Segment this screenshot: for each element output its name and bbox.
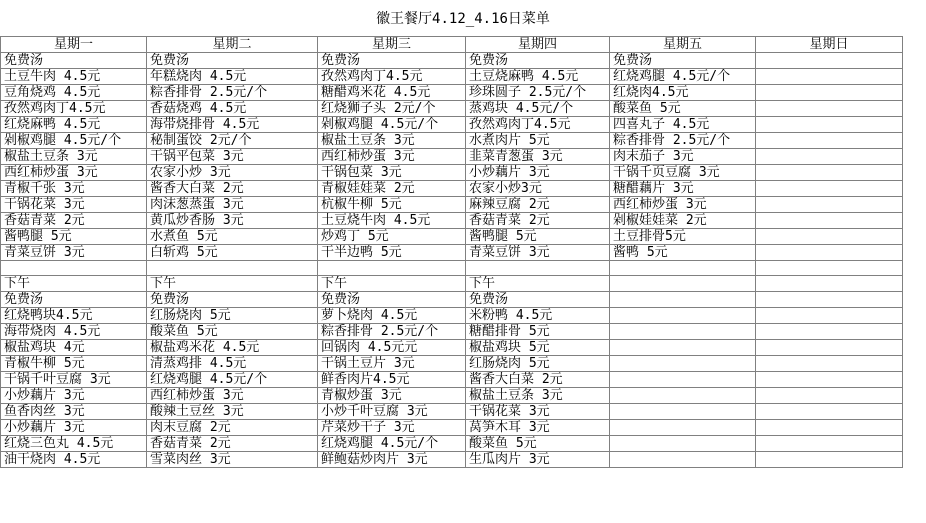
morning-row	[1, 197, 903, 213]
morning-cell-friday: 糖醋藕片 3元	[610, 181, 756, 197]
day-header-thursday: 星期四	[466, 37, 610, 53]
afternoon-cell-thursday: 酸菜鱼 5元	[466, 436, 610, 452]
morning-cell-friday: 四喜丸子 4.5元	[610, 117, 756, 133]
morning-cell-tuesday: 白斩鸡 5元	[147, 245, 318, 261]
afternoon-row	[1, 372, 903, 388]
morning-cell-tuesday: 粽香排骨 2.5元/个	[147, 85, 318, 101]
afternoon-row	[1, 404, 903, 420]
afternoon-cell-wednesday: 红烧鸡腿 4.5元/个	[318, 436, 466, 452]
morning-cell-tuesday: 海带烧排骨 4.5元	[147, 117, 318, 133]
morning-cell-tuesday: 免费汤	[147, 53, 318, 69]
morning-cell-monday: 干锅花菜 3元	[1, 197, 147, 213]
morning-row	[1, 149, 903, 165]
afternoon-cell-tuesday: 下午	[147, 276, 318, 292]
morning-cell-friday: 肉末茄子 3元	[610, 149, 756, 165]
morning-cell-wednesday: 炒鸡丁 5元	[318, 229, 466, 245]
afternoon-cell-wednesday: 干锅土豆片 3元	[318, 356, 466, 372]
menu-table	[0, 36, 903, 468]
morning-cell-thursday: 香菇青菜 2元	[466, 213, 610, 229]
afternoon-row	[1, 324, 903, 340]
morning-row	[1, 53, 903, 69]
morning-row	[1, 101, 903, 117]
menu-title: 徽王餐厅4.12_4.16日菜单	[376, 11, 550, 27]
afternoon-cell-sunday	[756, 436, 903, 452]
header-row	[1, 37, 903, 53]
morning-cell-monday: 剁椒鸡腿 4.5元/个	[1, 133, 147, 149]
morning-cell-sunday	[756, 245, 903, 261]
empty-cell	[147, 261, 318, 276]
afternoon-cell-monday: 青椒牛柳 5元	[1, 356, 147, 372]
morning-cell-friday: 土豆排骨5元	[610, 229, 756, 245]
afternoon-cell-thursday: 下午	[466, 276, 610, 292]
morning-row	[1, 69, 903, 85]
morning-cell-friday: 干锅千页豆腐 3元	[610, 165, 756, 181]
afternoon-cell-monday: 海带烧肉 4.5元	[1, 324, 147, 340]
morning-cell-wednesday: 干锅包菜 3元	[318, 165, 466, 181]
afternoon-cell-friday	[610, 324, 756, 340]
morning-cell-wednesday: 土豆烧牛肉 4.5元	[318, 213, 466, 229]
afternoon-cell-thursday: 莴笋木耳 3元	[466, 420, 610, 436]
afternoon-row	[1, 388, 903, 404]
afternoon-cell-thursday: 生瓜肉片 3元	[466, 452, 610, 468]
afternoon-cell-tuesday: 雪菜肉丝 3元	[147, 452, 318, 468]
empty-cell	[756, 261, 903, 276]
morning-cell-monday: 酱鸭腿 5元	[1, 229, 147, 245]
morning-cell-friday: 免费汤	[610, 53, 756, 69]
afternoon-cell-wednesday: 粽香排骨 2.5元/个	[318, 324, 466, 340]
afternoon-cell-friday	[610, 372, 756, 388]
day-header-sunday: 星期日	[756, 37, 903, 53]
day-header-monday: 星期一	[1, 37, 147, 53]
afternoon-cell-sunday	[756, 452, 903, 468]
morning-cell-thursday: 小炒藕片 3元	[466, 165, 610, 181]
afternoon-cell-sunday	[756, 324, 903, 340]
morning-cell-tuesday: 干锅平包菜 3元	[147, 149, 318, 165]
afternoon-cell-friday	[610, 420, 756, 436]
afternoon-cell-sunday	[756, 308, 903, 324]
morning-cell-sunday	[756, 101, 903, 117]
morning-cell-sunday	[756, 85, 903, 101]
afternoon-cell-wednesday: 回锅肉 4.5元元	[318, 340, 466, 356]
morning-row	[1, 213, 903, 229]
afternoon-cell-friday	[610, 356, 756, 372]
morning-cell-wednesday: 杭椒牛柳 5元	[318, 197, 466, 213]
afternoon-cell-sunday	[756, 356, 903, 372]
morning-cell-monday: 土豆牛肉 4.5元	[1, 69, 147, 85]
afternoon-cell-tuesday: 清蒸鸡排 4.5元	[147, 356, 318, 372]
morning-cell-wednesday: 糖醋鸡米花 4.5元	[318, 85, 466, 101]
afternoon-cell-wednesday: 芹菜炒干子 3元	[318, 420, 466, 436]
morning-cell-wednesday: 红烧狮子头 2元/个	[318, 101, 466, 117]
afternoon-row	[1, 420, 903, 436]
day-header-tuesday: 星期二	[147, 37, 318, 53]
afternoon-cell-monday: 红烧鸭块4.5元	[1, 308, 147, 324]
morning-cell-wednesday: 干半边鸭 5元	[318, 245, 466, 261]
afternoon-cell-tuesday: 肉末豆腐 2元	[147, 420, 318, 436]
morning-cell-sunday	[756, 213, 903, 229]
afternoon-cell-friday	[610, 276, 756, 292]
morning-cell-sunday	[756, 133, 903, 149]
afternoon-row	[1, 292, 903, 308]
morning-row	[1, 229, 903, 245]
afternoon-cell-monday: 下午	[1, 276, 147, 292]
morning-cell-tuesday: 农家小炒 3元	[147, 165, 318, 181]
morning-cell-friday: 酱鸭 5元	[610, 245, 756, 261]
afternoon-cell-friday	[610, 388, 756, 404]
morning-cell-friday: 红烧鸡腿 4.5元/个	[610, 69, 756, 85]
morning-cell-wednesday: 椒盐土豆条 3元	[318, 133, 466, 149]
morning-cell-sunday	[756, 197, 903, 213]
afternoon-cell-tuesday: 椒盐鸡米花 4.5元	[147, 340, 318, 356]
afternoon-cell-thursday: 免费汤	[466, 292, 610, 308]
afternoon-cell-thursday: 米粉鸭 4.5元	[466, 308, 610, 324]
blank-row	[1, 261, 903, 276]
afternoon-cell-tuesday: 红肠烧肉 5元	[147, 308, 318, 324]
afternoon-cell-wednesday: 萝卜烧肉 4.5元	[318, 308, 466, 324]
morning-cell-monday: 椒盐土豆条 3元	[1, 149, 147, 165]
afternoon-cell-tuesday: 酸辣土豆丝 3元	[147, 404, 318, 420]
empty-cell	[610, 261, 756, 276]
morning-cell-monday: 孜然鸡肉丁4.5元	[1, 101, 147, 117]
afternoon-cell-wednesday: 免费汤	[318, 292, 466, 308]
day-header-wednesday: 星期三	[318, 37, 466, 53]
empty-cell	[1, 261, 147, 276]
morning-cell-thursday: 麻辣豆腐 2元	[466, 197, 610, 213]
morning-cell-sunday	[756, 165, 903, 181]
morning-cell-thursday: 青菜豆饼 3元	[466, 245, 610, 261]
afternoon-cell-friday	[610, 340, 756, 356]
morning-row	[1, 245, 903, 261]
morning-cell-tuesday: 水煮鱼 5元	[147, 229, 318, 245]
morning-cell-tuesday: 肉沫葱蒸蛋 3元	[147, 197, 318, 213]
afternoon-cell-monday: 干锅千叶豆腐 3元	[1, 372, 147, 388]
morning-cell-thursday: 酱鸭腿 5元	[466, 229, 610, 245]
morning-cell-friday: 红烧肉4.5元	[610, 85, 756, 101]
morning-cell-monday: 免费汤	[1, 53, 147, 69]
morning-cell-tuesday: 酱香大白菜 2元	[147, 181, 318, 197]
morning-cell-friday: 酸菜鱼 5元	[610, 101, 756, 117]
morning-cell-thursday: 孜然鸡肉丁4.5元	[466, 117, 610, 133]
afternoon-row	[1, 356, 903, 372]
morning-row	[1, 181, 903, 197]
morning-cell-sunday	[756, 53, 903, 69]
morning-cell-tuesday: 秘制蛋饺 2元/个	[147, 133, 318, 149]
afternoon-row	[1, 276, 903, 292]
afternoon-cell-friday	[610, 404, 756, 420]
afternoon-cell-monday: 椒盐鸡块 4元	[1, 340, 147, 356]
morning-cell-thursday: 水煮肉片 5元	[466, 133, 610, 149]
morning-cell-tuesday: 香菇烧鸡 4.5元	[147, 101, 318, 117]
morning-cell-friday: 剁椒娃娃菜 2元	[610, 213, 756, 229]
morning-row	[1, 85, 903, 101]
empty-cell	[466, 261, 610, 276]
afternoon-cell-monday: 小炒藕片 3元	[1, 388, 147, 404]
morning-cell-tuesday: 黄瓜炒香肠 3元	[147, 213, 318, 229]
morning-cell-thursday: 土豆烧麻鸭 4.5元	[466, 69, 610, 85]
morning-cell-wednesday: 剁椒鸡腿 4.5元/个	[318, 117, 466, 133]
morning-row	[1, 117, 903, 133]
afternoon-cell-sunday	[756, 292, 903, 308]
afternoon-cell-sunday	[756, 420, 903, 436]
morning-cell-monday: 青菜豆饼 3元	[1, 245, 147, 261]
afternoon-cell-sunday	[756, 276, 903, 292]
afternoon-cell-tuesday: 酸菜鱼 5元	[147, 324, 318, 340]
afternoon-cell-sunday	[756, 372, 903, 388]
afternoon-row	[1, 452, 903, 468]
afternoon-cell-sunday	[756, 388, 903, 404]
afternoon-cell-tuesday: 西红柿炒蛋 3元	[147, 388, 318, 404]
morning-cell-sunday	[756, 149, 903, 165]
afternoon-cell-monday: 红烧三色丸 4.5元	[1, 436, 147, 452]
morning-cell-wednesday: 西红柿炒蛋 3元	[318, 149, 466, 165]
morning-cell-thursday: 珍珠圆子 2.5元/个	[466, 85, 610, 101]
afternoon-cell-thursday: 干锅花菜 3元	[466, 404, 610, 420]
morning-cell-sunday	[756, 69, 903, 85]
afternoon-cell-tuesday: 香菇青菜 2元	[147, 436, 318, 452]
morning-cell-tuesday: 年糕烧肉 4.5元	[147, 69, 318, 85]
afternoon-cell-monday: 鱼香肉丝 3元	[1, 404, 147, 420]
morning-cell-friday: 西红柿炒蛋 3元	[610, 197, 756, 213]
afternoon-cell-thursday: 酱香大白菜 2元	[466, 372, 610, 388]
afternoon-cell-tuesday: 红烧鸡腿 4.5元/个	[147, 372, 318, 388]
morning-cell-monday: 豆角烧鸡 4.5元	[1, 85, 147, 101]
afternoon-cell-friday	[610, 436, 756, 452]
afternoon-cell-thursday: 糖醋排骨 5元	[466, 324, 610, 340]
afternoon-cell-wednesday: 鲜香肉片4.5元	[318, 372, 466, 388]
afternoon-row	[1, 308, 903, 324]
morning-cell-thursday: 蒸鸡块 4.5元/个	[466, 101, 610, 117]
morning-cell-sunday	[756, 229, 903, 245]
afternoon-cell-monday: 免费汤	[1, 292, 147, 308]
afternoon-cell-wednesday: 下午	[318, 276, 466, 292]
afternoon-cell-friday	[610, 452, 756, 468]
afternoon-cell-wednesday: 小炒千叶豆腐 3元	[318, 404, 466, 420]
morning-cell-thursday: 免费汤	[466, 53, 610, 69]
afternoon-row	[1, 436, 903, 452]
afternoon-cell-friday	[610, 308, 756, 324]
afternoon-cell-sunday	[756, 404, 903, 420]
morning-cell-wednesday: 免费汤	[318, 53, 466, 69]
morning-cell-wednesday: 孜然鸡肉丁4.5元	[318, 69, 466, 85]
afternoon-cell-thursday: 椒盐土豆条 3元	[466, 388, 610, 404]
empty-cell	[318, 261, 466, 276]
afternoon-cell-wednesday: 青椒炒蛋 3元	[318, 388, 466, 404]
afternoon-cell-monday: 小炒藕片 3元	[1, 420, 147, 436]
morning-row	[1, 133, 903, 149]
afternoon-cell-friday	[610, 292, 756, 308]
morning-cell-monday: 红烧麻鸭 4.5元	[1, 117, 147, 133]
afternoon-cell-thursday: 红肠烧肉 5元	[466, 356, 610, 372]
morning-cell-sunday	[756, 181, 903, 197]
morning-cell-wednesday: 青椒娃娃菜 2元	[318, 181, 466, 197]
morning-cell-thursday: 农家小炒3元	[466, 181, 610, 197]
afternoon-cell-sunday	[756, 340, 903, 356]
menu-table-body	[1, 37, 903, 468]
day-header-friday: 星期五	[610, 37, 756, 53]
afternoon-cell-monday: 油干烧肉 4.5元	[1, 452, 147, 468]
morning-cell-monday: 青椒千张 3元	[1, 181, 147, 197]
morning-cell-monday: 香菇青菜 2元	[1, 213, 147, 229]
afternoon-cell-thursday: 椒盐鸡块 5元	[466, 340, 610, 356]
morning-cell-friday: 粽香排骨 2.5元/个	[610, 133, 756, 149]
morning-cell-thursday: 韭菜青葱蛋 3元	[466, 149, 610, 165]
afternoon-row	[1, 340, 903, 356]
afternoon-cell-wednesday: 鲜鲍菇炒肉片 3元	[318, 452, 466, 468]
morning-row	[1, 165, 903, 181]
morning-cell-sunday	[756, 117, 903, 133]
morning-cell-monday: 西红柿炒蛋 3元	[1, 165, 147, 181]
afternoon-cell-tuesday: 免费汤	[147, 292, 318, 308]
